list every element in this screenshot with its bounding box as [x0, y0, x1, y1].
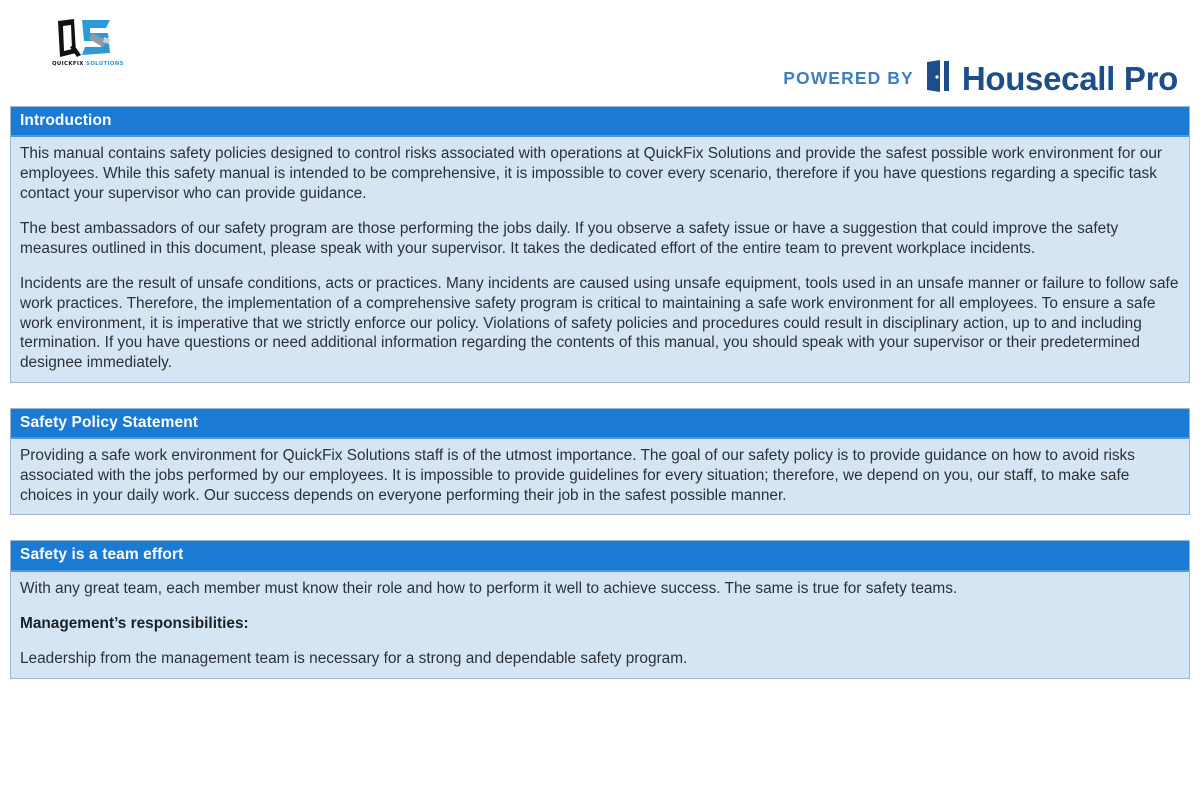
section-title-safety-policy-statement: Safety Policy Statement: [11, 409, 1189, 439]
paragraph: Incidents are the result of unsafe conditions, acts or practices. Many incidents are caused using unsafe equipment, tools used in an unsafe manner or failure to follow safe work practices. Therefore, the implementation of a comprehensive safety program is critical to maintaining a safe work environment for all employees. To ensure a safe work environment, it is imperative that we strictly enforce our policy. Violations of safety policies and procedures could result in disciplinary action, up to and including termination. If you have questions or need additional information regarding the contents of this manual, you should speak with your supervisor or their predetermined designee immediately.: [20, 275, 1179, 372]
document-header: [0, 0, 1200, 106]
paragraph: With any great team, each member must know their role and how to perform it well to achieve success. The same is true for safety teams.: [20, 579, 958, 597]
section-body-introduction: [11, 137, 1189, 382]
section-body-safety-policy-statement: [11, 439, 1189, 514]
paragraph: The best ambassadors of our safety program are those performing the jobs daily. If you observe a safety issue or have a suggestion that could improve the safety measures outlined in this document, please speak with your supervisor. It takes the dedicated effort of the entire team to prevent workplace incidents.: [20, 219, 1119, 257]
section-body-safety-is-a-team-effort: [11, 572, 1189, 678]
company-logo: [52, 17, 130, 77]
clipped-paragraph: Leadership from the management team is necessary for a strong and dependable safety program.: [20, 650, 688, 668]
logo-wordmark: [52, 61, 130, 67]
section-title-introduction: Introduction: [11, 107, 1189, 137]
section-safety-policy-statement: [10, 408, 1190, 515]
logo-wordmark-dark: QUICKFIX: [52, 61, 84, 67]
housecall-pro-door-icon: [925, 60, 951, 97]
powered-by-housecall-pro: [783, 60, 1178, 97]
section-introduction: [10, 106, 1190, 383]
quickfix-solutions-logo-icon: [52, 17, 124, 61]
section-title-safety-is-a-team-effort: Safety is a team effort: [11, 541, 1189, 571]
section-safety-is-a-team-effort: [10, 540, 1190, 678]
housecall-pro-brand-name: Housecall Pro: [961, 60, 1178, 97]
logo-wordmark-blue: SOLUTIONS: [85, 61, 124, 67]
subheading-management-responsibilities: Management’s responsibilities:: [20, 614, 249, 632]
paragraph: This manual contains safety policies designed to control risks associated with operations at QuickFix Solutions and provide the safest possible work environment for our employees. While this safety manual is intended to be comprehensive, it is impossible to cover every scenario, therefore if you have questions regarding a specific task contact your supervisor who can provide guidance.: [20, 145, 1163, 202]
powered-by-label: POWERED BY: [783, 68, 914, 88]
document-content: [0, 106, 1200, 679]
paragraph: Providing a safe work environment for QuickFix Solutions staff is of the utmost importance. The goal of our safety policy is to provide guidance on how to avoid risks associated with the jobs performed by our employees. It is impossible to provide guidelines for every situation; therefore, we depend on you, our staff, to make safe choices in your daily work. Our success depends on everyone performing their job in the safest possible manner.: [20, 447, 1135, 504]
